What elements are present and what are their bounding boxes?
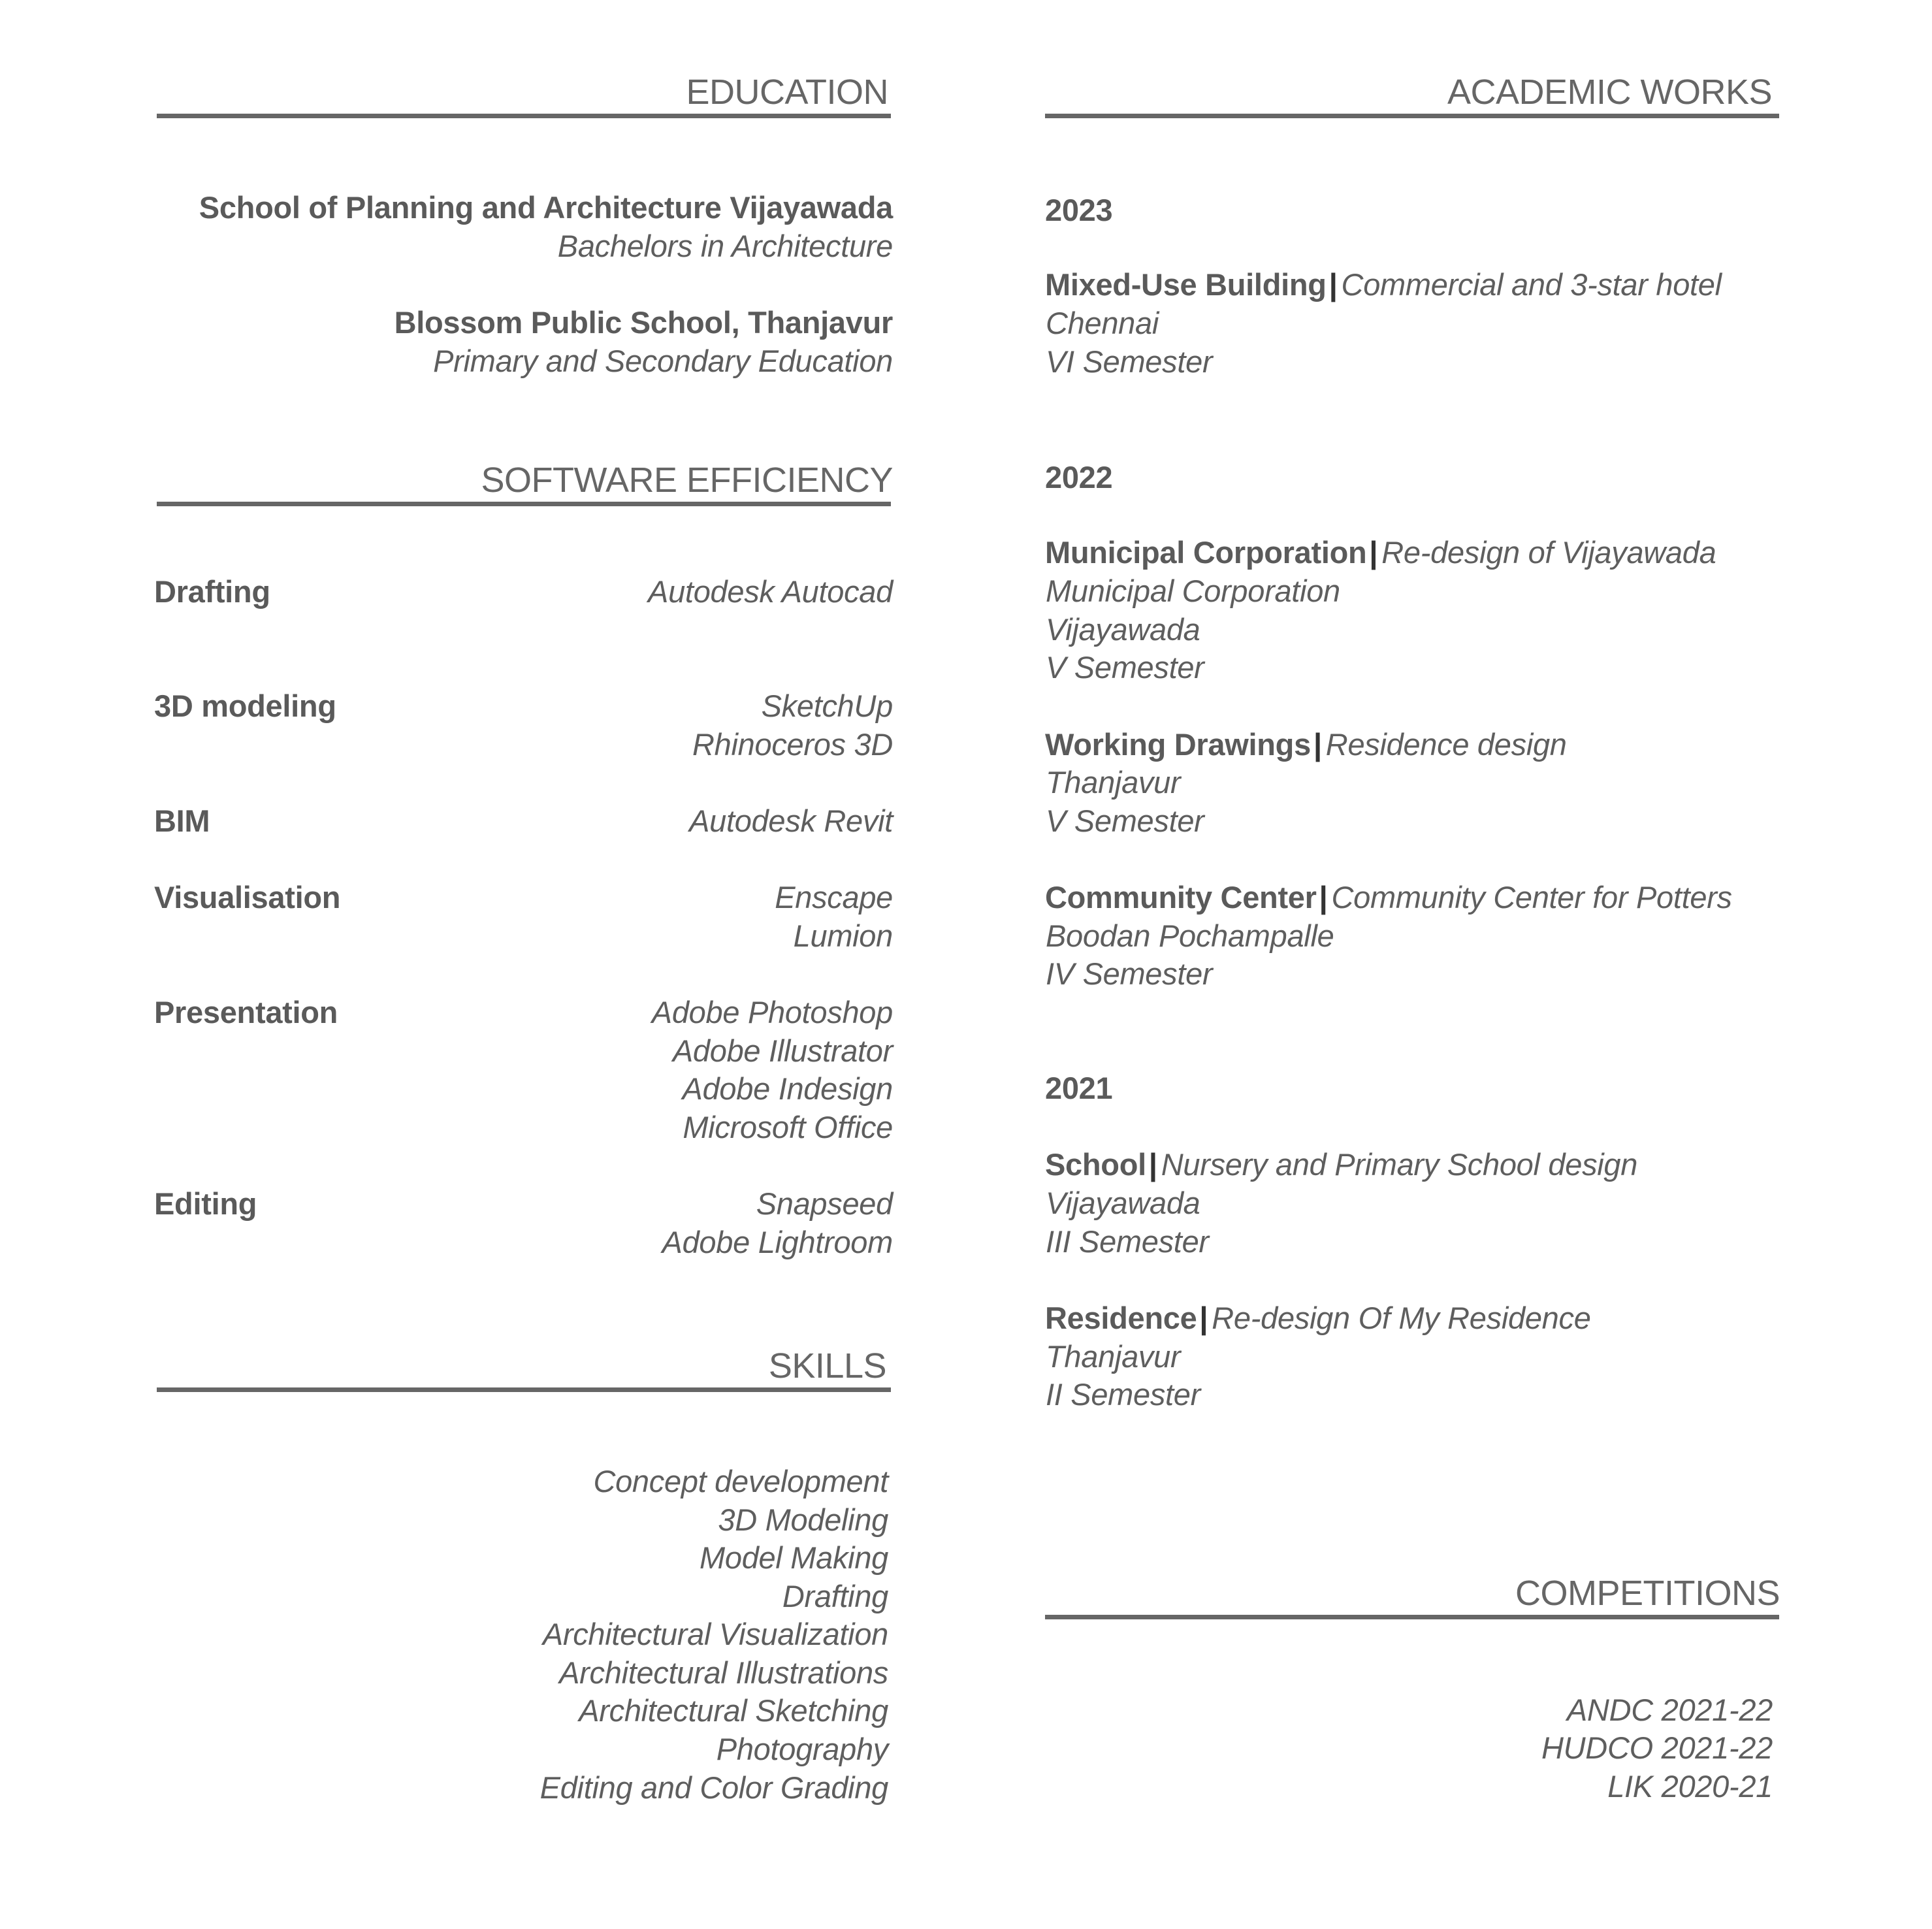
- academic-project-description: Re-design Of My Residence: [1212, 1301, 1591, 1335]
- software-tool: Enscape: [775, 880, 893, 915]
- academic-rule: [1045, 114, 1779, 118]
- software-category-label: 3D modeling: [154, 689, 336, 723]
- software-tool: Rhinoceros 3D: [692, 727, 893, 762]
- software-rule: [157, 502, 891, 506]
- academic-project-detail: Vijayawada: [1046, 612, 1200, 647]
- title-separator: |: [1369, 535, 1378, 570]
- software-tool: Snapseed: [756, 1186, 893, 1221]
- academic-project-title: Mixed-Use Building: [1045, 267, 1327, 302]
- skill-item: Photography: [716, 1732, 888, 1766]
- software-category-label: Presentation: [154, 995, 338, 1029]
- software-category-label: Drafting: [154, 574, 270, 609]
- skills-rule: [157, 1387, 891, 1392]
- academic-project-title: Working Drawings: [1045, 727, 1311, 762]
- competition-item: ANDC 2021-22: [1566, 1693, 1773, 1727]
- education-institution: School of Planning and Architecture Vijayawada: [199, 190, 893, 225]
- academic-project-title-line: [1045, 729, 1567, 760]
- academic-project-detail: Boodan Pochampalle: [1046, 918, 1334, 953]
- education-institution: Blossom Public School, Thanjavur: [394, 305, 893, 340]
- academic-project-title-line: [1045, 1303, 1591, 1333]
- software-tool: Lumion: [793, 918, 893, 953]
- academic-project-description: Re-design of Vijayawada: [1381, 535, 1716, 570]
- software-tool: Microsoft Office: [683, 1110, 893, 1144]
- academic-project-title: Community Center: [1045, 880, 1317, 915]
- academic-project-title-line: [1045, 1149, 1637, 1180]
- academic-project-description: Residence design: [1325, 727, 1567, 762]
- academic-project-description: Commercial and 3-star hotel: [1341, 267, 1722, 302]
- academic-project-detail: III Semester: [1046, 1224, 1209, 1259]
- skill-item: Architectural Visualization: [542, 1617, 888, 1651]
- academic-project-detail: Municipal Corporation: [1046, 574, 1340, 608]
- education-degree: Bachelors in Architecture: [557, 229, 893, 263]
- academic-project-description: Community Center for Potters: [1331, 880, 1732, 915]
- academic-year: 2021: [1045, 1071, 1113, 1105]
- academic-project-detail: Thanjavur: [1046, 765, 1181, 800]
- academic-project-detail: V Semester: [1046, 650, 1204, 685]
- academic-project-detail: IV Semester: [1046, 956, 1213, 991]
- title-separator: |: [1199, 1301, 1208, 1335]
- academic-project-detail: II Semester: [1046, 1377, 1201, 1412]
- academic-project-detail: V Semester: [1046, 803, 1204, 838]
- title-separator: |: [1148, 1147, 1157, 1182]
- academic-heading: ACADEMIC WORKS: [1447, 73, 1772, 112]
- software-tool: Adobe Illustrator: [672, 1033, 893, 1068]
- software-category-label: Editing: [154, 1186, 257, 1221]
- competition-item: LIK 2020-21: [1607, 1769, 1773, 1804]
- software-tool: SketchUp: [761, 689, 893, 723]
- education-rule: [157, 114, 891, 118]
- software-category-label: Visualisation: [154, 880, 341, 915]
- software-tool: Adobe Photoshop: [651, 995, 893, 1029]
- software-heading: SOFTWARE EFFICIENCY: [481, 461, 893, 500]
- software-tool: Autodesk Revit: [689, 803, 893, 838]
- software-tool: Autodesk Autocad: [648, 574, 893, 609]
- skill-item: Model Making: [700, 1540, 888, 1575]
- academic-project-title-line: [1045, 537, 1716, 568]
- competition-item: HUDCO 2021-22: [1541, 1730, 1773, 1765]
- academic-project-title: School: [1045, 1147, 1146, 1182]
- software-category-label: BIM: [154, 803, 210, 838]
- competitions-heading: COMPETITIONS: [1515, 1574, 1780, 1613]
- skill-item: Editing and Color Grading: [539, 1770, 888, 1805]
- education-heading: EDUCATION: [686, 73, 888, 112]
- academic-year: 2022: [1045, 460, 1113, 494]
- academic-project-detail: VI Semester: [1046, 344, 1213, 379]
- academic-project-title-line: [1045, 882, 1732, 913]
- skill-item: Architectural Sketching: [579, 1693, 888, 1728]
- academic-project-title: Residence: [1045, 1301, 1197, 1335]
- title-separator: |: [1328, 267, 1338, 302]
- education-degree: Primary and Secondary Education: [433, 344, 893, 378]
- competitions-rule: [1045, 1615, 1779, 1619]
- skills-heading: SKILLS: [768, 1346, 886, 1386]
- academic-project-detail: Thanjavur: [1046, 1339, 1181, 1374]
- academic-project-title-line: [1045, 269, 1722, 300]
- skill-item: Concept development: [593, 1464, 888, 1499]
- skill-item: Drafting: [782, 1579, 888, 1613]
- academic-project-detail: Chennai: [1046, 306, 1159, 340]
- academic-project-title: Municipal Corporation: [1045, 535, 1367, 570]
- skill-item: 3D Modeling: [718, 1502, 888, 1537]
- software-tool: Adobe Indesign: [682, 1071, 893, 1106]
- software-tool: Adobe Lightroom: [662, 1225, 893, 1259]
- academic-project-description: Nursery and Primary School design: [1161, 1147, 1638, 1182]
- academic-year: 2023: [1045, 193, 1113, 227]
- title-separator: |: [1313, 727, 1322, 762]
- academic-project-detail: Vijayawada: [1046, 1186, 1200, 1220]
- skill-item: Architectural Illustrations: [559, 1655, 888, 1690]
- title-separator: |: [1319, 880, 1328, 915]
